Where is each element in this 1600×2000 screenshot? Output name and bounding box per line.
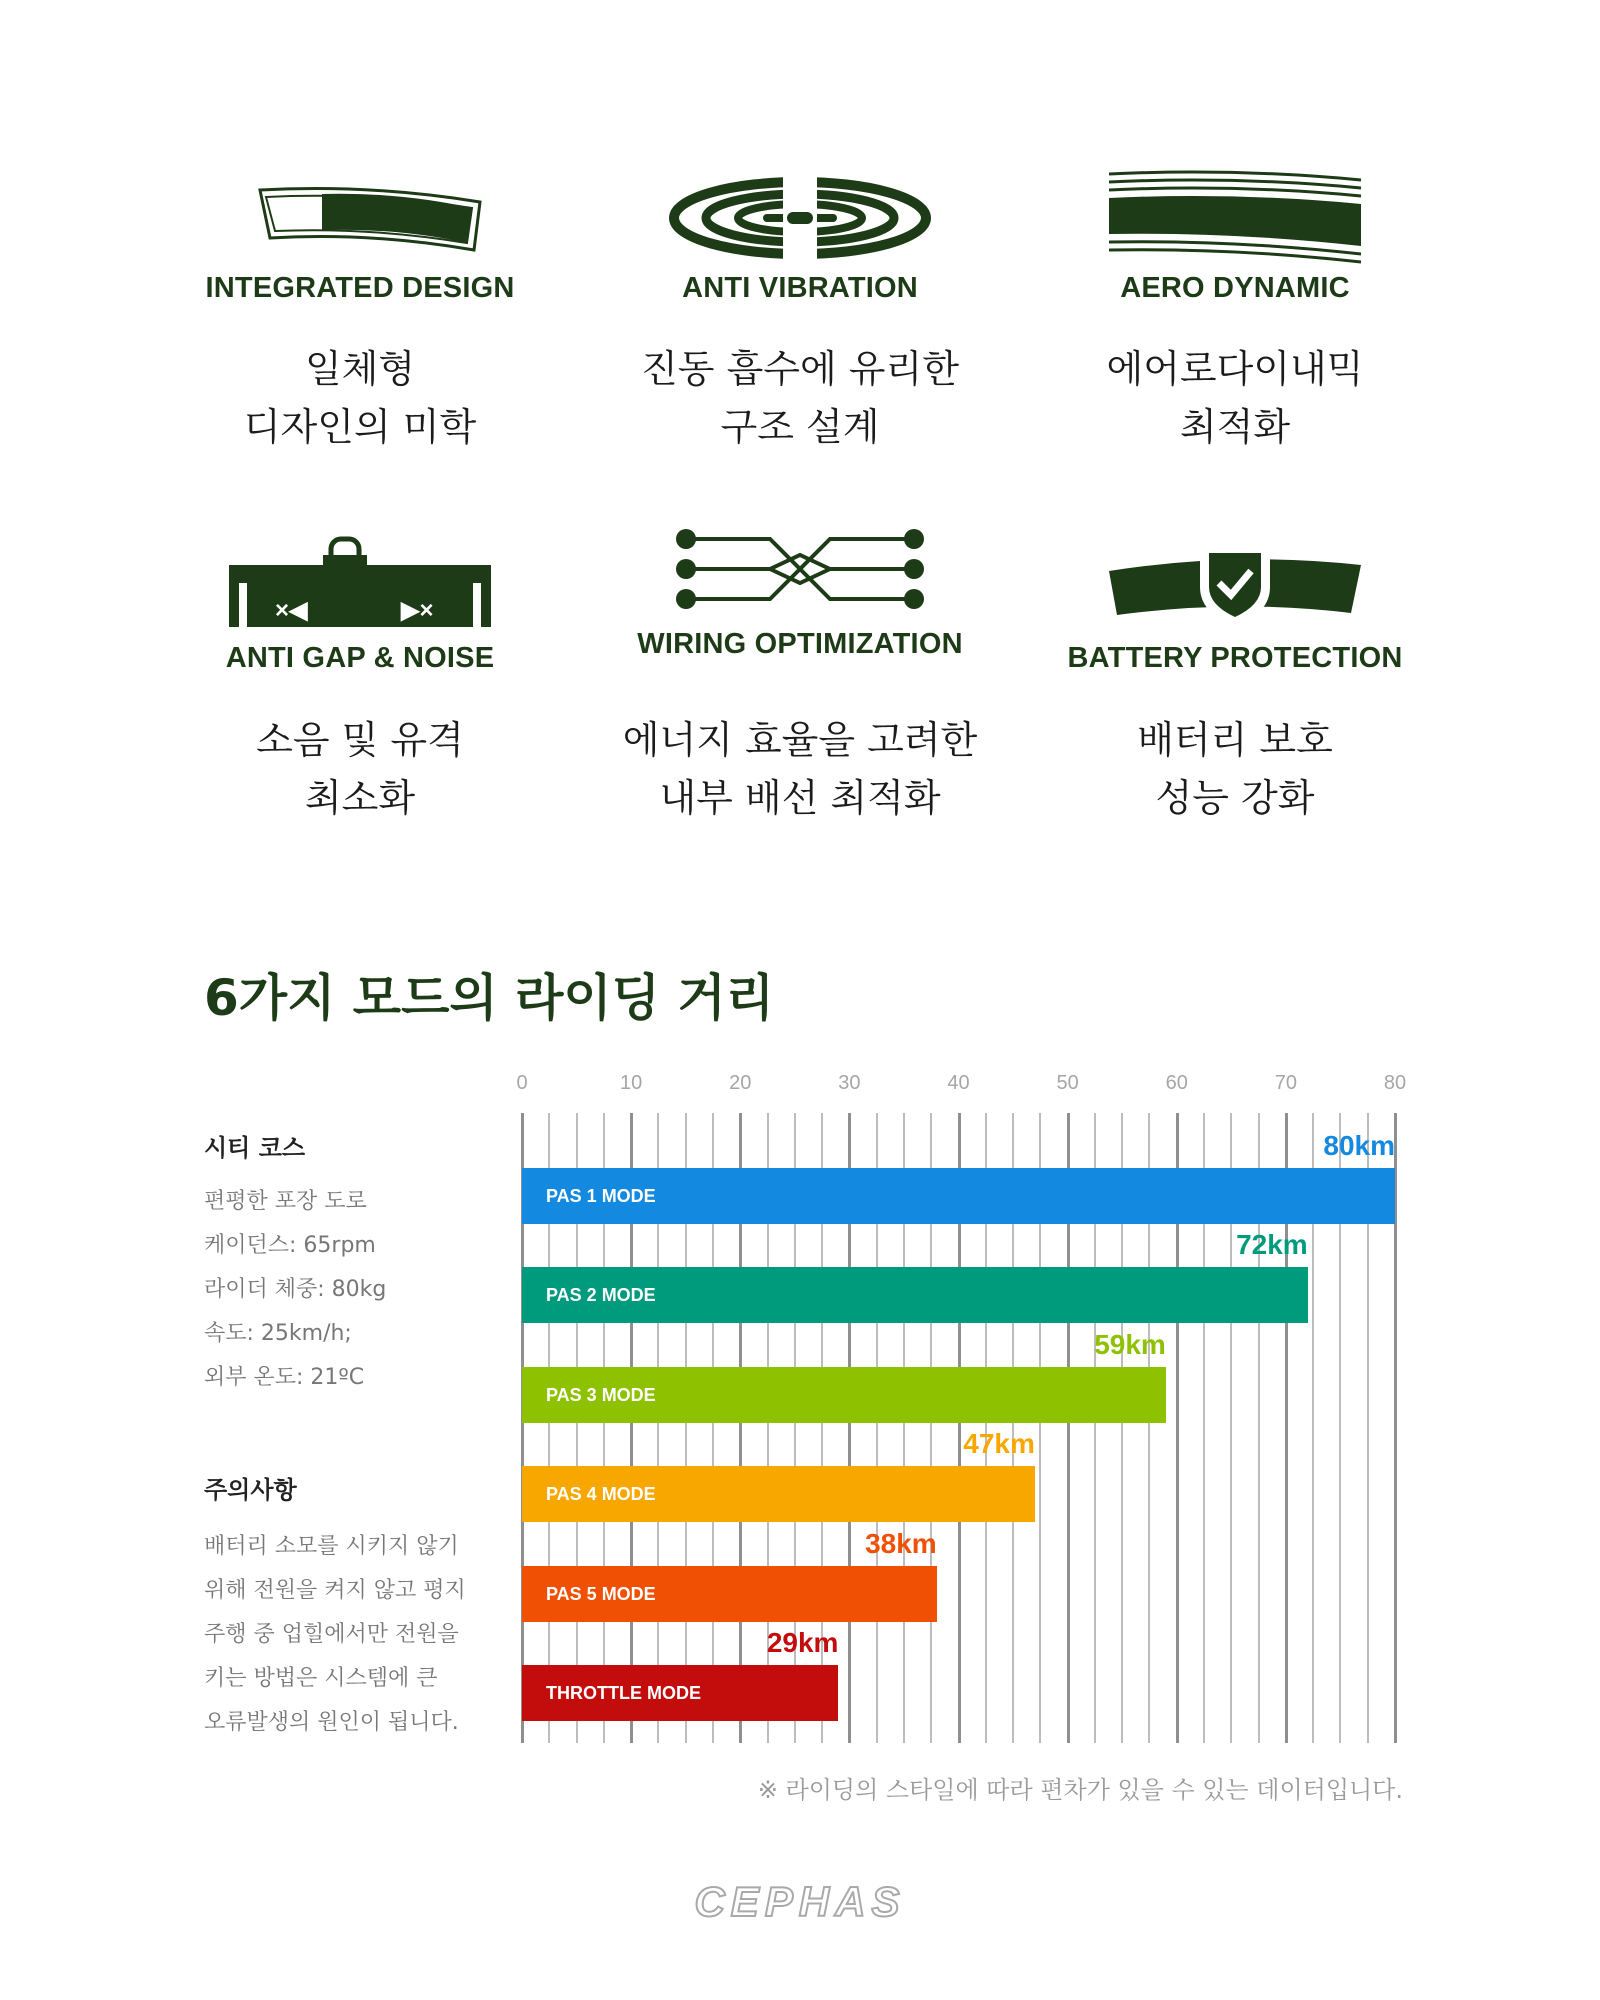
caution-list: [204, 1525, 466, 1745]
city-course-title: 시티 코스: [204, 1134, 306, 1162]
list-item: 케이던스: 65rpm: [204, 1233, 376, 1258]
feature-title: AERO DYNAMIC: [1120, 272, 1350, 304]
list-item: 배터리 소모를 시키지 않기: [204, 1534, 459, 1559]
bar-pas-4-mode: [522, 1466, 1035, 1522]
wiring-optimization-icon: [570, 525, 1030, 635]
x-tick-label: 30: [838, 1072, 861, 1094]
list-item: 편평한 포장 도로: [204, 1189, 367, 1214]
feature-description: 일체형 디자인의 미학: [243, 347, 477, 449]
bar-category-label: PAS 3 MODE: [546, 1384, 656, 1405]
feature-title: WIRING OPTIMIZATION: [637, 628, 963, 660]
feature-description: 배터리 보호 성능 강화: [1137, 718, 1333, 820]
feature-title: INTEGRATED DESIGN: [205, 272, 515, 304]
brand-logo: CEPHAS: [694, 1878, 906, 1925]
x-tick-label: 20: [729, 1072, 752, 1094]
feature-description: 소음 및 유격 최소화: [256, 718, 464, 820]
aero-dynamic-icon: [1005, 170, 1465, 280]
x-tick-label: 10: [620, 1072, 643, 1094]
bar-category-label: PAS 2 MODE: [546, 1285, 656, 1306]
feature-title: ANTI VIBRATION: [682, 272, 918, 304]
bar-pas-5-mode: [522, 1566, 937, 1622]
svg-text:×◀: ×◀: [275, 597, 308, 624]
feature-description: 진동 흡수에 유리한 구조 설계: [641, 347, 959, 449]
feature-description: 에너지 효율을 고려한 내부 배선 최적화: [622, 718, 978, 820]
bar-value-label: 80km: [1323, 1130, 1395, 1161]
bar-value-label: 47km: [963, 1428, 1035, 1460]
caution-title: 주의사항: [204, 1476, 297, 1504]
list-item: 주행 중 업힐에서만 전원을: [204, 1622, 459, 1647]
bar-value-label: 38km: [865, 1527, 937, 1559]
x-tick-label: 60: [1165, 1072, 1188, 1094]
list-item: 외부 온도: 21ºC: [204, 1365, 365, 1390]
bar-pas-2-mode: [522, 1267, 1308, 1323]
section-title: 6가지 모드의 라이딩 거리: [204, 969, 775, 1027]
anti-vibration-icon: [570, 170, 1030, 280]
footnote: ※ 라이딩의 스타일에 따라 편차가 있을 수 있는 데이터입니다.: [757, 1776, 1403, 1804]
bar-category-label: THROTTLE MODE: [546, 1683, 701, 1703]
list-item: 라이더 체중: 80kg: [204, 1277, 387, 1302]
x-tick-label: 0: [516, 1072, 528, 1094]
x-tick-label: 70: [1274, 1072, 1297, 1094]
bar-category-label: PAS 1 MODE: [546, 1186, 656, 1206]
anti-gap-noise-icon: [130, 535, 590, 645]
bar-throttle-mode: [522, 1665, 838, 1721]
feature-title: BATTERY PROTECTION: [1067, 642, 1403, 674]
feature-title: ANTI GAP & NOISE: [225, 642, 495, 674]
battery-protection-icon: [1005, 535, 1465, 645]
integrated-design-icon: [130, 170, 590, 280]
list-item: 오류발생의 원인이 됩니다.: [204, 1710, 459, 1735]
x-tick-label: 50: [1056, 1072, 1079, 1094]
bar-pas-1-mode: [522, 1168, 1395, 1224]
bar-category-label: PAS 5 MODE: [546, 1583, 656, 1604]
city-course-list: [204, 1180, 386, 1400]
list-item: 키는 방법은 시스템에 큰: [204, 1666, 438, 1691]
bar-value-label: 72km: [1236, 1229, 1308, 1261]
bar-value-label: 29km: [766, 1627, 839, 1658]
bar-value-label: 59km: [1094, 1328, 1166, 1360]
list-item: 위해 전원을 켜지 않고 평지: [204, 1578, 466, 1603]
list-item: 속도: 25km/h;: [204, 1321, 352, 1346]
x-tick-label: 40: [947, 1072, 970, 1094]
feature-description: 에어로다이내믹 최적화: [1106, 347, 1364, 449]
svg-text:▶×: ▶×: [401, 597, 434, 624]
bar-pas-3-mode: [522, 1367, 1166, 1423]
x-tick-label: 80: [1383, 1072, 1407, 1094]
bar-category-label: PAS 4 MODE: [546, 1484, 656, 1505]
